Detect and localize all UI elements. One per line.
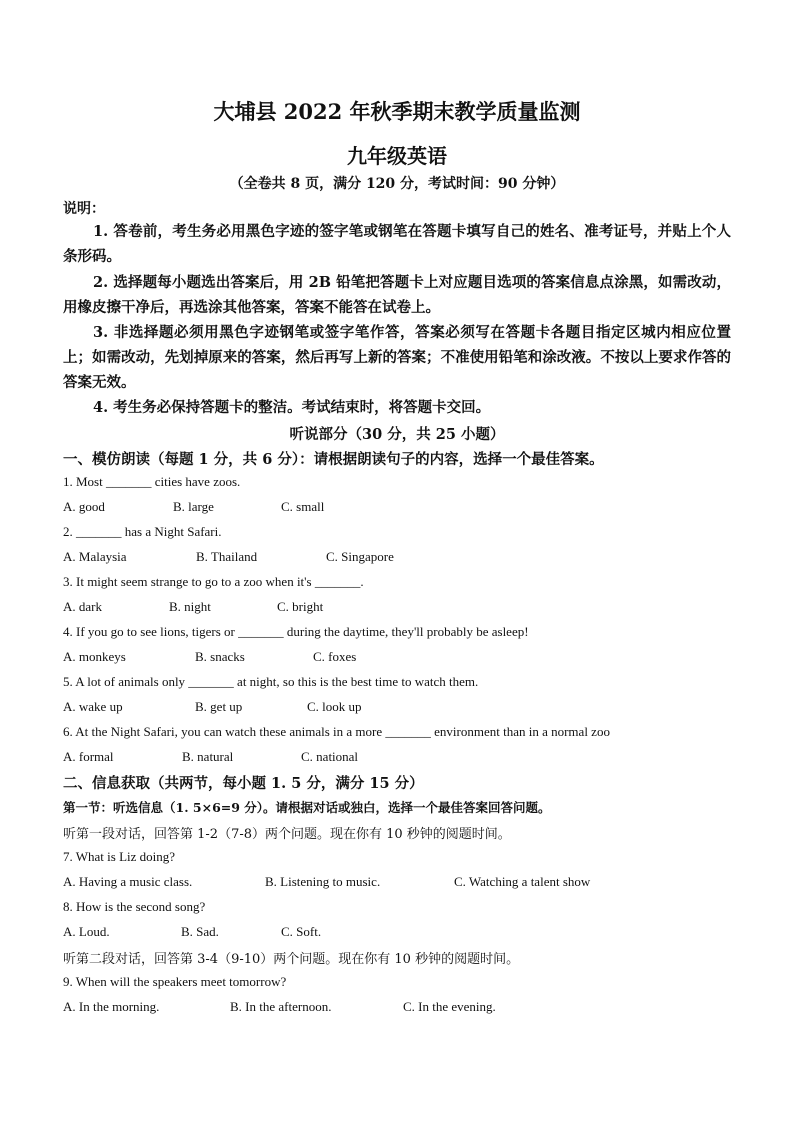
option-b: B. night (169, 599, 211, 614)
exam-subtitle: （全卷共 8 页，满分 120 分，考试时间：90 分钟） (229, 176, 565, 192)
option-a: A. Malaysia (63, 549, 127, 564)
option-b: B. Listening to music. (265, 874, 381, 889)
option-c: C. Soft. (281, 924, 322, 939)
option-a: A. formal (63, 749, 114, 764)
section2-subheading: 第一节：听选信息（1. 5×6=9 分）。请根据对话或独白，选择一个最佳答案回答问题。 (63, 800, 551, 815)
option-b: B. natural (182, 749, 234, 764)
option-c: C. national (301, 749, 359, 764)
option-a: A. In the morning. (63, 999, 160, 1014)
option-c: C. Singapore (326, 549, 394, 564)
option-c: C. In the evening. (403, 999, 496, 1014)
instructions-label: 说明： (63, 201, 105, 217)
option-c: C. foxes (313, 649, 357, 664)
question-9: 9. When will the speakers meet tomorrow? (63, 974, 287, 989)
option-b: B. In the afternoon. (230, 999, 332, 1014)
part-heading: 听说部分（30 分，共 25 小题） (289, 426, 505, 443)
option-a: A. Having a music class. (63, 874, 193, 889)
exam-title: 大埔县 2022 年秋季期末教学质量监测 (213, 99, 581, 124)
question-2: 2. _______ has a Night Safari. (63, 524, 222, 539)
question-6: 6. At the Night Safari, you can watch these animals in a more _______ environment than in a normal zoo (63, 724, 610, 739)
instruction-item: 1. 答卷前，考生务必用黑色字迹的签字笔或钢笔在答题卡填写自己的姓名、准考证号，并贴上个人条形码。 (63, 223, 731, 265)
instruction-item: 2. 选择题每小题选出答案后，用 2B 铅笔把答题卡上对应题目选项的答案信息点涂黑，如需改动，用橡皮擦干净后，再选涂其他答案，答案不能答在试卷上。 (63, 274, 731, 316)
option-b: B. large (173, 499, 214, 514)
option-c: C. look up (307, 699, 362, 714)
option-b: B. get up (195, 699, 243, 714)
option-a: A. dark (63, 599, 102, 614)
instruction-item: 3. 非选择题必须用黑色字迹钢笔或签字笔作答，答案必须写在答题卡各题目指定区城内相应位置上；如需改动，先划掉原来的答案，然后再写上新的答案；不准使用铅笔和涂改液。不按以上要求作答的答案无效。 (63, 324, 731, 391)
section2-heading: 二、信息获取（共两节，每小题 1. 5 分，满分 15 分） (63, 775, 424, 792)
question-1: 1. Most _______ cities have zoos. (63, 474, 241, 489)
question-5: 5. A lot of animals only _______ at night, so this is the best time to watch them. (63, 674, 479, 689)
option-a: A. good (63, 499, 105, 514)
instruction-item: 4. 考生务必保持答题卡的整洁。考试结束时，将答题卡交回。 (93, 399, 491, 416)
option-b: B. Sad. (181, 924, 219, 939)
question-8: 8. How is the second song? (63, 899, 206, 914)
question-3: 3. It might seem strange to go to a zoo when it's _______. (63, 574, 364, 589)
dialogue1-instruction: 听第一段对话，回答第 1-2（7-8）两个问题。现在你有 10 秒钟的阅题时间。 (63, 827, 511, 842)
option-c: C. small (281, 499, 325, 514)
option-b: B. snacks (195, 649, 245, 664)
option-b: B. Thailand (196, 549, 258, 564)
exam-subject: 九年级英语 (347, 144, 447, 168)
section1-heading: 一、模仿朗读（每题 1 分，共 6 分）：请根据朗读句子的内容，选择一个最佳答案。 (63, 451, 604, 468)
option-a: A. wake up (63, 699, 123, 714)
option-c: C. bright (277, 599, 324, 614)
dialogue2-instruction: 听第二段对话，回答第 3-4（9-10）两个问题。现在你有 10 秒钟的阅题时间。 (63, 952, 520, 967)
question-7: 7. What is Liz doing? (63, 849, 176, 864)
option-a: A. Loud. (63, 924, 110, 939)
option-a: A. monkeys (63, 649, 126, 664)
question-4: 4. If you go to see lions, tigers or _______ during the daytime, they'll probably be asleep! (63, 624, 529, 639)
option-c: C. Watching a talent show (454, 874, 591, 889)
